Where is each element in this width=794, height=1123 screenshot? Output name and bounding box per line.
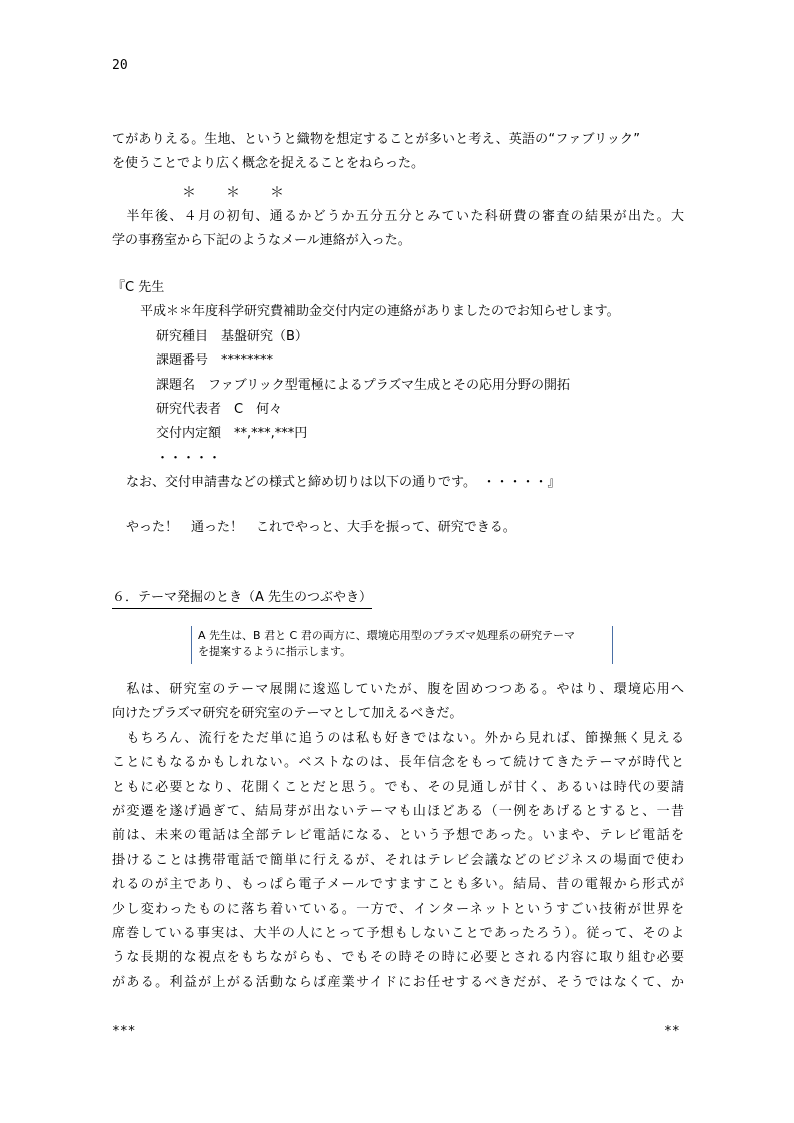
text-line: れるのが主であり、もっぱら電子メールですますことも多い。結局、昔の電報から形式が: [112, 877, 684, 893]
page-number: 20: [112, 58, 128, 73]
mail-item: 交付内定額 **,***,***円: [156, 426, 308, 442]
text-line: 少し変わったものに落ち着いている。一方で、インターネットというすごい技術が世界を: [112, 901, 684, 917]
exclamation-line: やった！ 通った！ これでやっと、大手を振って、研究できる。: [126, 520, 516, 535]
section-title: ６．テーマ発掘のとき（A 先生のつぶやき）: [112, 589, 372, 609]
text-line: てがありえる。生地、というと織物を想定することが多いと考え、英語の“ファブリック”: [112, 132, 641, 147]
separator-star: ＊: [270, 185, 284, 201]
text-line: を使うことでより広く概念を捉えることをねらった。: [112, 156, 425, 172]
separator-star: ＊: [182, 185, 196, 201]
mail-greeting: 『C 先生: [112, 280, 165, 295]
text-line: 学の事務室から下記のようなメール連絡が入った。: [112, 233, 411, 249]
summary-line: を提案するように指示します。: [198, 645, 352, 658]
footer-left: ***: [112, 1024, 136, 1039]
mail-intro: 平成＊＊年度科学研究費補助金交付内定の連絡がありましたのでお知らせします。: [140, 304, 620, 320]
text-line: 掛けることは携帯電話で簡単に行えるが、それはテレビ会議などのビジネスの場面で使わ: [112, 852, 684, 868]
text-line: 向けたプラズマ研究を研究室のテーマとして加えるべきだ。: [112, 706, 463, 722]
text-line: 前は、未来の電話は全部テレビ電話になる、という予想であった。いまや、テレビ電話を: [112, 828, 684, 844]
text-line: もちろん、流行をただ単に追うのは私も好きではない。外から見れば、節操無く見える: [112, 730, 684, 746]
separator-star: ＊: [226, 185, 240, 201]
section-separator: [182, 182, 314, 202]
mail-item: 課題番号 ********: [156, 353, 274, 369]
paragraph-body: [112, 678, 684, 995]
section-summary-box: [191, 626, 613, 664]
mail-closing: なお、交付申請書などの様式と締め切りは以下の通りです。 ・・・・・』: [126, 475, 561, 491]
mail-item: 研究代表者 C 何々: [156, 401, 283, 417]
paragraph-intro: [112, 128, 684, 177]
mail-item: 課題名 ファブリック型電極によるプラズマ生成とその応用分野の開拓: [156, 377, 571, 393]
text-line: がある。利益が上がる活動ならば産業サイドにお任せするべきだが、そうではなくて、か: [112, 974, 684, 990]
text-line: 私は、研究室のテーマ展開に逡巡していたが、腹を固めつつある。やはり、環境応用へ: [112, 682, 684, 697]
footer-right: **: [664, 1024, 680, 1039]
paragraph-result: [112, 205, 684, 254]
summary-line: A 先生は、B 君と C 君の両方に、環境応用型のプラズマ処理系の研究テーマ: [198, 629, 576, 642]
mail-item: ・・・・・: [156, 450, 222, 466]
text-line: ともに必要となり、花開くことだと思う。でも、その見通しが甘く、あるいは時代の要請: [112, 779, 684, 795]
mail-item: 研究種目 基盤研究（B）: [156, 328, 308, 344]
mail-quote: [112, 276, 684, 496]
text-line: 席巻している事実は、大半の人にとって予想もしないことであったろう）。従って、そのよ: [112, 925, 684, 941]
text-line: 半年後、４月の初旬、通るかどうか五分五分とみていた科研費の審査の結果が出た。大: [112, 209, 684, 224]
text-line: うな長期的な視点をもちながらも、でもその時その時に必要とされる内容に取り組む必要: [112, 950, 684, 966]
text-line: ことにもなるかもしれない。ベストなのは、長年信念をもって続けてきたテーマが時代と: [112, 755, 684, 771]
text-line: が変遷を遂げ過ぎて、結局芽が出ないテーマも山ほどある（一例をあげるとすると、一昔: [112, 803, 684, 819]
